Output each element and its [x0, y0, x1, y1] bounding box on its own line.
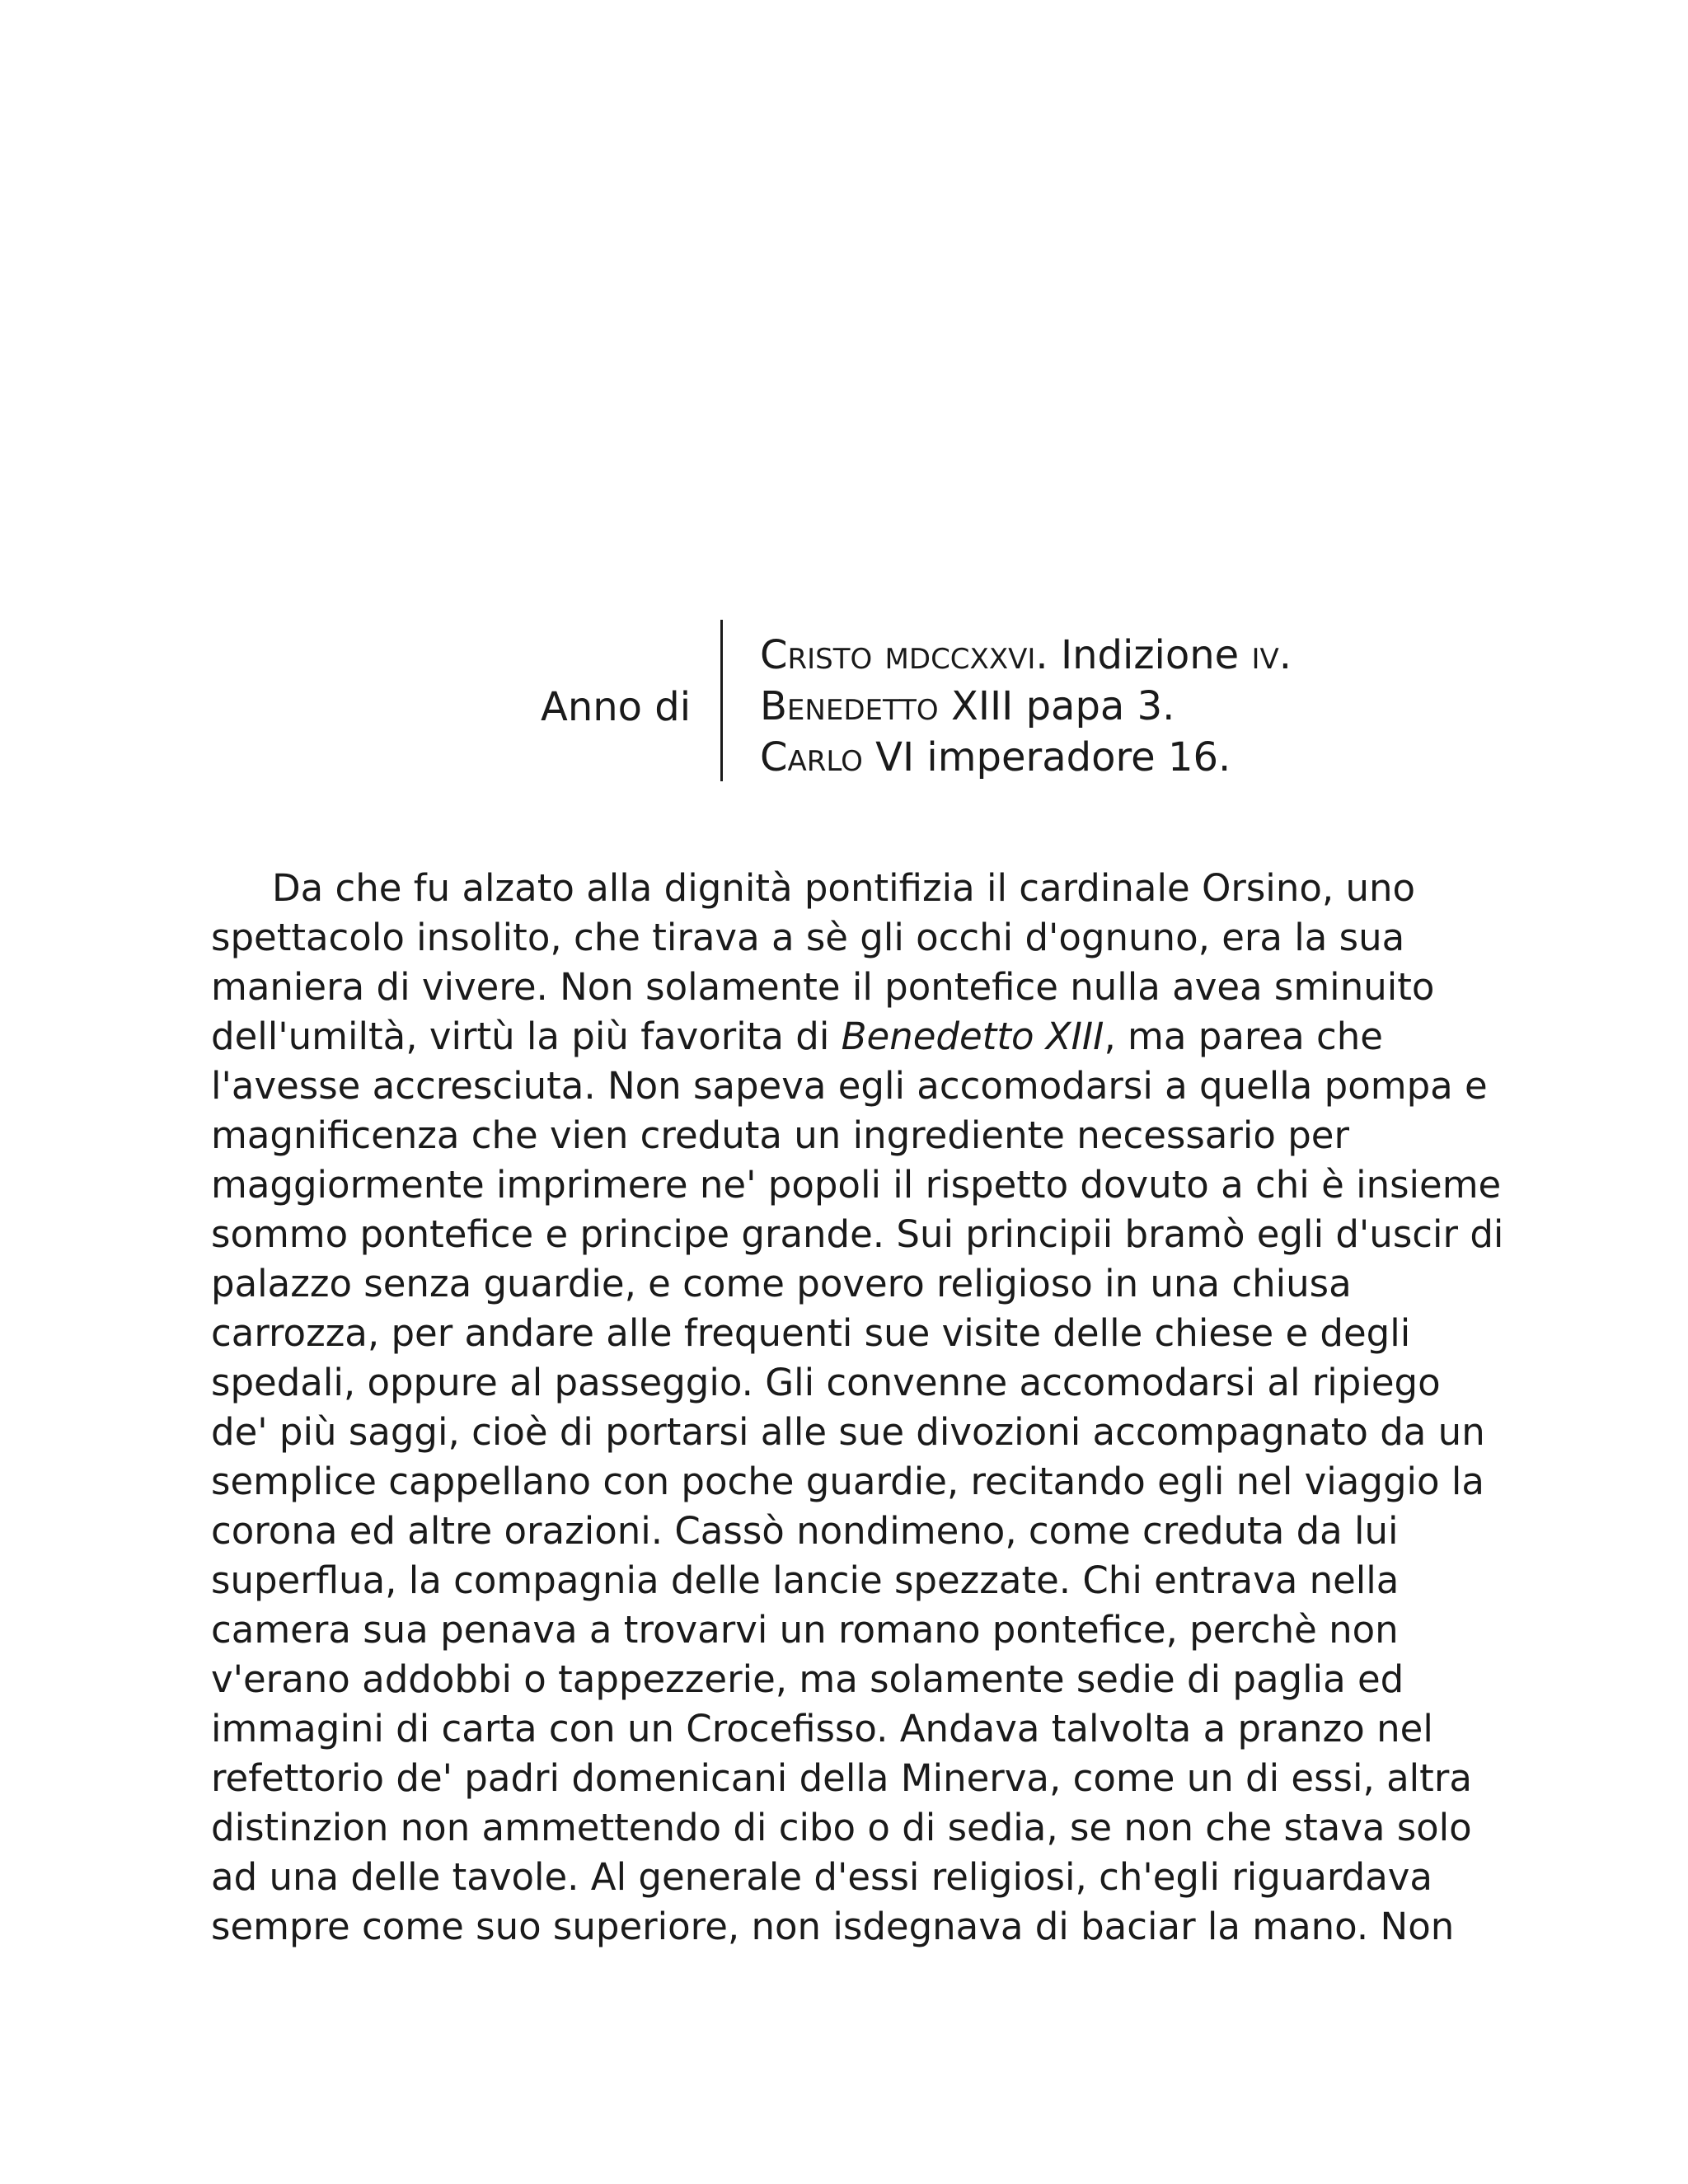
- text-line: v'erano addobbi o tappezzerie, ma solamente sedie di paglia ed: [211, 1657, 1404, 1701]
- text-line: superflua, la compagnia delle lancie spezzate. Chi entrava nella: [211, 1558, 1400, 1602]
- header-divider: [720, 620, 723, 781]
- text-line: sempre come suo superiore, non isdegnava di baciar la mano. Non: [211, 1905, 1455, 1948]
- text-line: carrozza, per andare alle frequenti sue visite delle chiese e degli: [211, 1311, 1411, 1355]
- text-line: ad una delle tavole. Al generale d'essi religiosi, ch'egli riguardava: [211, 1855, 1432, 1899]
- chronology-header: [0, 620, 1688, 785]
- text-line: palazzo senza guardie, e come povero religioso in una chiusa: [211, 1262, 1352, 1305]
- text-line: spettacolo insolito, che tirava a sè gli occhi d'ognuno, era la sua: [211, 916, 1405, 959]
- text-line: semplice cappellano con poche guardie, recitando egli nel viaggio la: [211, 1460, 1484, 1503]
- header-line-rest: VI imperadore 16.: [862, 734, 1231, 780]
- text-fragment: , ma parea che: [1104, 1015, 1383, 1058]
- header-line-end: .: [1278, 632, 1292, 678]
- header-name: Carlo: [760, 734, 863, 780]
- header-lines: [760, 630, 1292, 783]
- text-line: maniera di vivere. Non solamente il pontefice nulla avea sminuito: [211, 965, 1435, 1009]
- header-line-carlo: [760, 732, 1292, 783]
- text-line: Da che fu alzato alla dignità pontifizia il cardinale Orsino, uno: [272, 866, 1416, 910]
- header-name: Benedetto: [760, 683, 939, 729]
- text-line: maggiormente imprimere ne' popoli il rispetto dovuto a chi è insieme: [211, 1163, 1502, 1207]
- text-line: [211, 1012, 1464, 1062]
- text-fragment: dell'umiltà, virtù la più favorita di: [211, 1015, 842, 1058]
- text-line: camera sua penava a trovarvi un romano pontefice, perchè non: [211, 1608, 1399, 1652]
- text-line: l'avesse accresciuta. Non sapeva egli accomodarsi a quella pompa e: [211, 1064, 1488, 1108]
- text-line: sommo pontefice e principe grande. Sui principii bramò egli d'uscir di: [211, 1212, 1504, 1256]
- text-line: spedali, oppure al passeggio. Gli convenne accomodarsi al ripiego: [211, 1361, 1441, 1404]
- text-line: magnificenza che vien creduta un ingrediente necessario per: [211, 1113, 1349, 1157]
- header-year-numeral: mdccxxvi: [884, 632, 1036, 678]
- header-line-benedetto: [760, 681, 1292, 732]
- header-separator: . Indizione: [1035, 632, 1252, 678]
- text-line: de' più saggi, cioè di portarsi alle sue divozioni accompagnato da un: [211, 1410, 1485, 1454]
- header-line-cristo: [760, 630, 1292, 681]
- header-indiction-numeral: iv: [1251, 632, 1279, 678]
- text-line: distinzion non ammettendo di cibo o di sedia, se non che stava solo: [211, 1806, 1472, 1849]
- body-paragraph: [211, 864, 1504, 1952]
- text-line: immagini di carta con un Crocefisso. Andava talvolta a pranzo nel: [211, 1707, 1433, 1750]
- anno-label: Anno di: [541, 684, 692, 730]
- text-line: corona ed altre orazioni. Cassò nondimeno, come creduta da lui: [211, 1509, 1399, 1553]
- text-line: refettorio de' padri domenicani della Minerva, come un di essi, altra: [211, 1756, 1472, 1800]
- italic-name: Benedetto XIII: [841, 1015, 1104, 1058]
- header-line-rest: XIII papa 3.: [938, 683, 1175, 729]
- header-name: Cristo: [760, 632, 873, 678]
